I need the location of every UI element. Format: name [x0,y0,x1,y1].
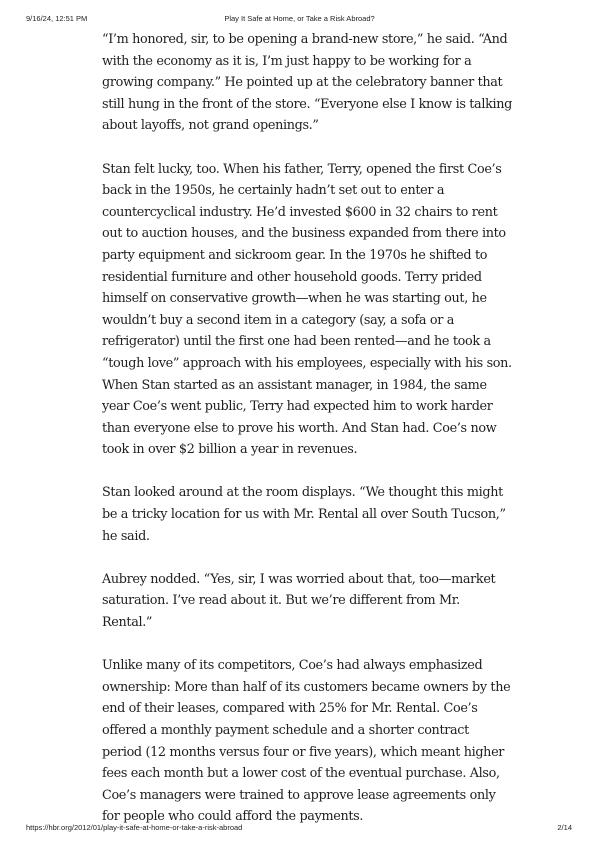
article-paragraph: Aubrey nodded. “Yes, sir, I was worried about that, too—market saturation. I’ve read about it. But we’re different from Mr. Rental.” [102,571,496,631]
print-datetime: 9/16/24, 12:51 PM [26,14,88,23]
article-body [102,29,512,828]
page-number: 2/14 [557,823,572,832]
print-footer [0,823,599,835]
article-paragraph: Unlike many of its competitors, Coe’s had always emphasized ownership: More than half of its customers became owners by the end of their leases, compared with 25% for Mr. Rental. Coe’s offered a monthly payment schedule and a shorter contract period (12 months versus four or five years), which meant higher fees each month but a lower cost of the eventual purchase. Also, Coe’s managers were trained to approve lease agreements only for people who could afford the payments. [102,658,511,825]
print-url: https://hbr.org/2012/01/play-it-safe-at-home-or-take-a-risk-abroad [26,823,243,832]
article-paragraph: Stan looked around at the room displays. “We thought this might be a tricky location for us with Mr. Rental all over South Tucson,” he said. [102,485,506,544]
article-paragraph: Stan felt lucky, too. When his father, Terry, opened the first Coe’s back in the 1950s, he certainly hadn’t set out to enter a countercyclical industry. He’d invested $600 in 32 chairs to rent out to auction houses, and the business expanded from there into party equipment and sickroom gear. In the 1970s he shifted to residential furniture and other household goods. Terry prided himself on conservative growth—when he was starting out, he wouldn’t buy a second item in a category (say, a sofa or a refrigerator) until the first one had been rented—and he took a “tough love” approach with his employees, especially with his son. When Stan started as an assistant manager, in 1984, the same year Coe’s went public, Terry had expected him to work harder than everyone else to prove his worth. And Stan had. Coe’s now took in over $2 billion a year in revenues. [102,161,512,458]
print-header [0,14,599,26]
article-paragraph: “I’m honored, sir, to be opening a brand-new store,” he said. “And with the economy as it is, I’m just happy to be working for a growing company.” He pointed up at the celebratory banner that still hung in the front of the store. “Everyone else I know is talking about layoffs, not grand openings.” [102,32,512,134]
print-page-title: Play It Safe at Home, or Take a Risk Abroad? [224,14,375,23]
